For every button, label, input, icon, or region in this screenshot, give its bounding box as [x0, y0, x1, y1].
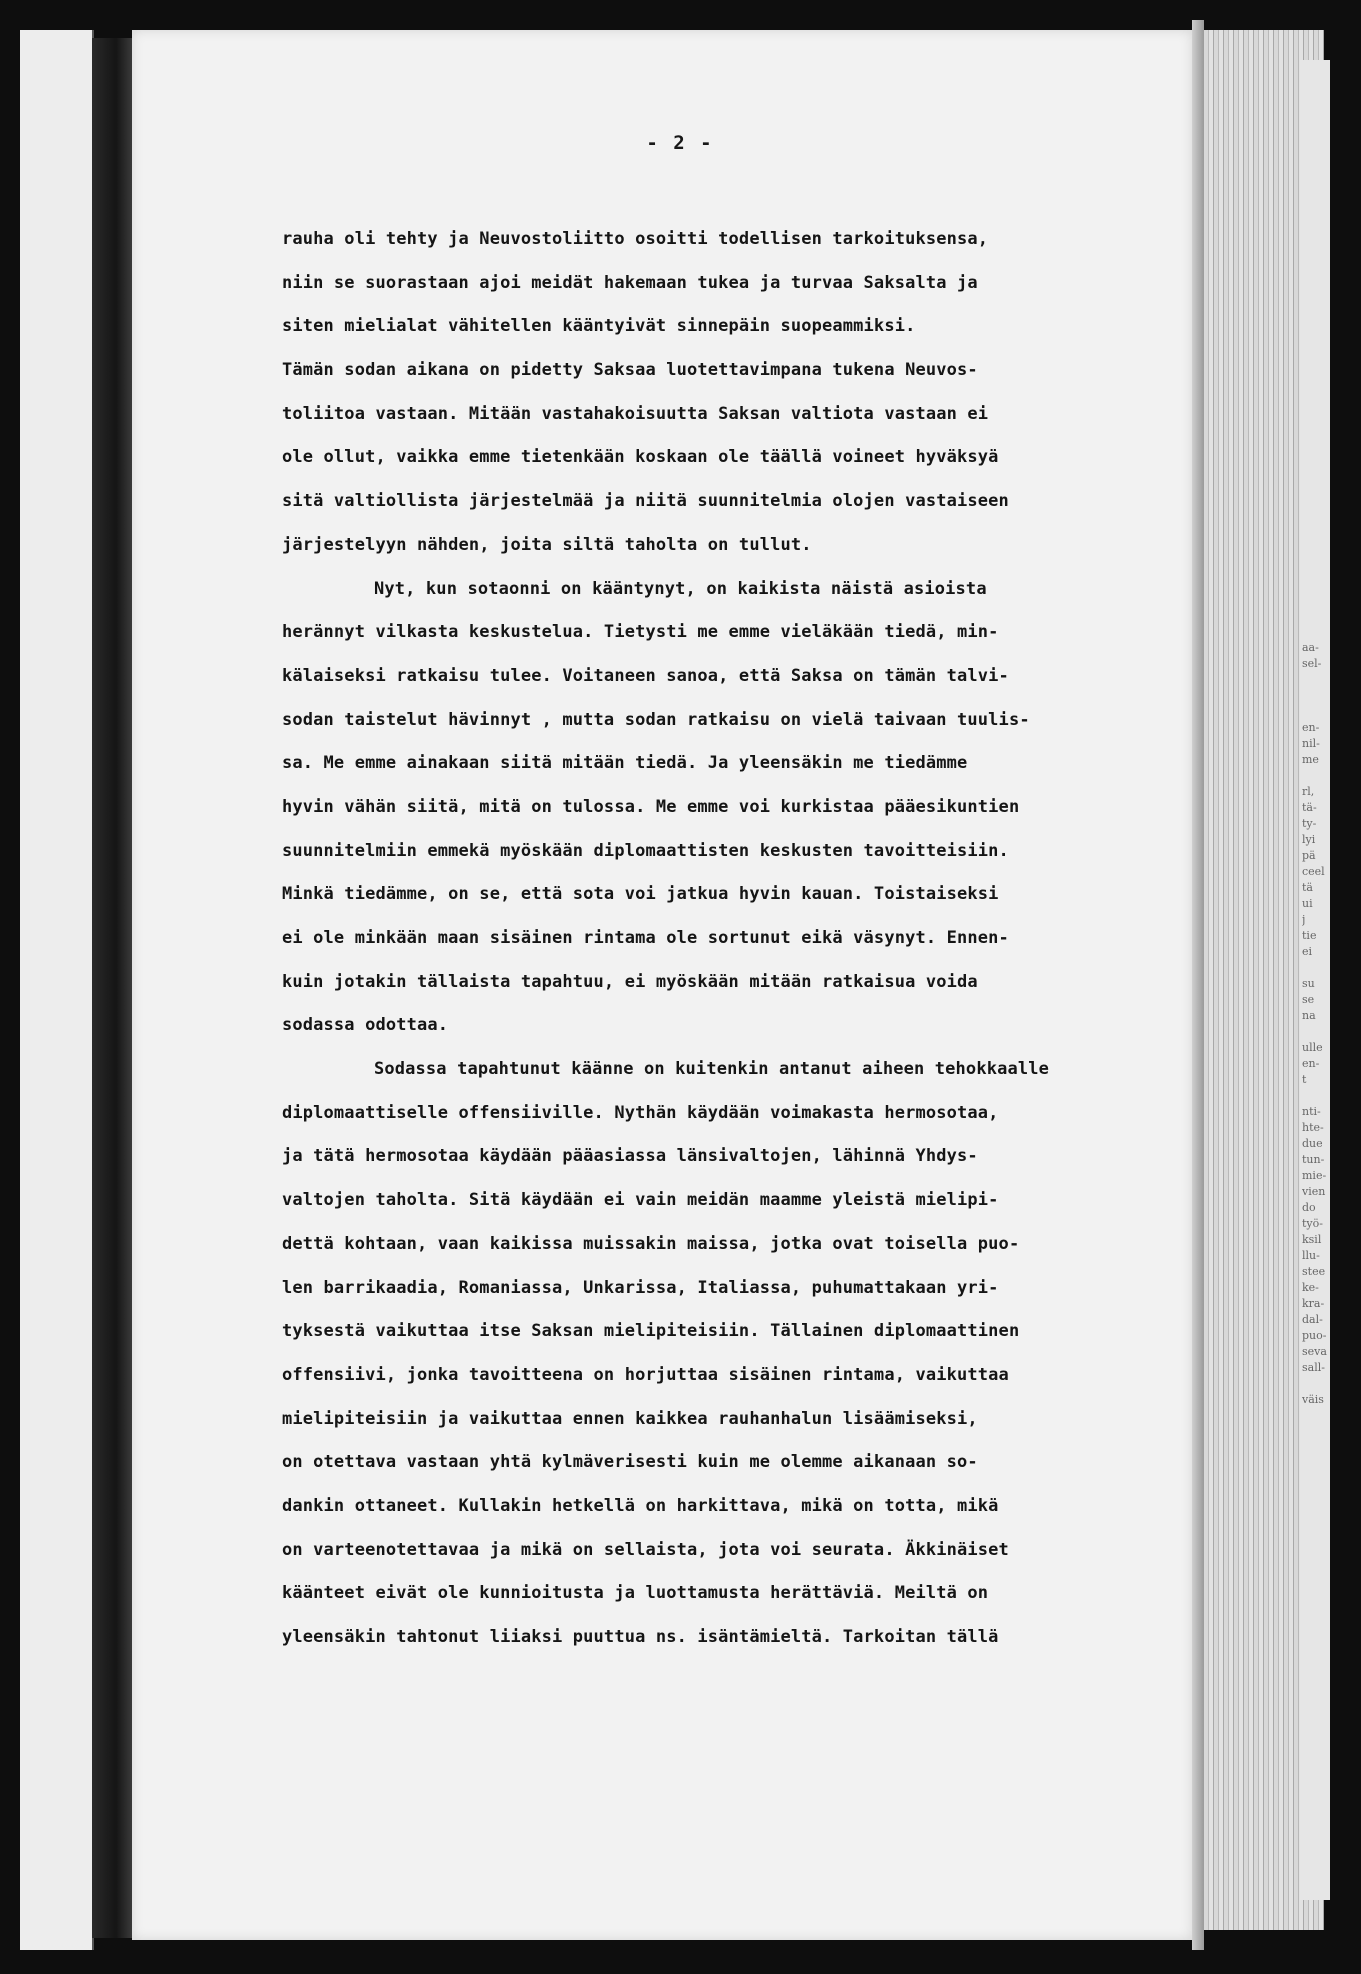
text-line: sitä valtiollista järjestelmää ja niitä suunnitelmia olojen vastaiseen — [282, 491, 1009, 512]
page-number: - 2 - — [646, 132, 714, 154]
text-line: hyvin vähän siitä, mitä on tulossa. Me emme voi kurkistaa pääesikuntien — [282, 796, 1020, 817]
text-line: ole ollut, vaikka emme tietenkään koskaan ole täällä voineet hyväksyä — [282, 447, 999, 468]
text-line: len barrikaadia, Romaniassa, Unkarissa, Italiassa, puhumattakaan yri- — [282, 1277, 999, 1298]
text-line: järjestelyyn nähden, joita siltä taholta on tullut. — [282, 534, 812, 555]
text-line: herännyt vilkasta keskustelua. Tietysti me emme vieläkään tiedä, min- — [282, 622, 999, 643]
text-line: toliitoa vastaan. Mitään vastahakoisuutta Saksan valtiota vastaan ei — [282, 403, 989, 424]
text-line: Tämän sodan aikana on pidetty Saksaa luotettavimpana tukena Neuvos- — [282, 360, 978, 381]
text-line: niin se suorastaan ajoi meidät hakemaan tukea ja turvaa Saksalta ja — [282, 272, 978, 293]
text-line: on otettava vastaan yhtä kylmäverisesti kuin me olemme aikanaan so- — [282, 1452, 978, 1473]
text-line: Sodassa tapahtunut käänne on kuitenkin antanut aiheen tehokkaalle — [374, 1059, 1050, 1080]
text-line: Nyt, kun sotaonni on kääntynyt, on kaikista näistä asioista — [374, 578, 987, 599]
page-edge-shadow — [1192, 20, 1204, 1950]
text-line: kuin jotakin tällaista tapahtuu, ei myöskään mitään ratkaisua voida — [282, 971, 978, 992]
text-line: dettä kohtaan, vaan kaikissa muissakin maissa, jotka ovat toisella puo- — [282, 1233, 1020, 1254]
previous-page-edge — [20, 30, 94, 1950]
text-line: diplomaattiselle offensiiville. Nythän käydään voimakasta hermosotaa, — [282, 1102, 999, 1123]
text-line: ei ole minkään maan sisäinen rintama ole sortunut eikä väsynyt. Ennen- — [282, 928, 1009, 948]
text-line: dankin ottaneet. Kullakin hetkellä on harkittava, mikä on totta, mikä — [282, 1495, 999, 1516]
text-line: rauha oli tehty ja Neuvostoliitto osoitti todellisen tarkoituksensa, — [282, 229, 989, 249]
text-line: mielipiteisiin ja vaikuttaa ennen kaikkea rauhanhalun lisäämiseksi, — [282, 1408, 978, 1429]
text-line: ja tätä hermosotaa käydään pääasiassa länsivaltojen, lähinnä Yhdys- — [282, 1146, 978, 1167]
book-gutter — [92, 38, 132, 1938]
text-line: siten mielialat vähitellen kääntyivät sinnepäin suopeammiksi. — [282, 316, 916, 337]
text-line: offensiivi, jonka tavoitteena on horjuttaa sisäinen rintama, vaikuttaa — [282, 1364, 1009, 1385]
text-line: kälaiseksi ratkaisu tulee. Voitaneen sanoa, että Saksa on tämän talvi- — [282, 665, 1009, 686]
next-page-edge-text: aa- sel- en- nil- me rl, tä- ty- lyi pä ceel tä ui j tie ei su se na ulle en- t nti- hte- due tun- mie- vien do työ- ksil llu- stee ke- kra- dal- puo- seva sall- väis — [1302, 641, 1327, 1406]
text-line: valtojen taholta. Sitä käydään ei vain meidän maamme yleistä mielipi- — [282, 1190, 999, 1211]
text-line: Minkä tiedämme, on se, että sota voi jatkua hyvin kauan. Toistaiseksi — [282, 884, 999, 905]
text-line: yleensäkin tahtonut liiaksi puuttua ns. isäntämieltä. Tarkoitan tällä — [282, 1627, 999, 1647]
text-line: sa. Me emme ainakaan siitä mitään tiedä. Ja yleensäkin me tiedämme — [282, 753, 968, 774]
text-line: käänteet eivät ole kunnioitusta ja luottamusta herättäviä. Meiltä on — [282, 1583, 989, 1604]
text-line: sodassa odottaa. — [282, 1015, 449, 1036]
text-line: suunnitelmiin emmekä myöskään diplomaattisten keskusten tavoitteisiin. — [282, 840, 1009, 861]
text-line: on varteenotettavaa ja mikä on sellaista, jota voi seurata. Äkkinäiset — [282, 1539, 1009, 1560]
body-text — [282, 218, 1182, 1660]
text-line: tyksestä vaikuttaa itse Saksan mielipiteisiin. Tällainen diplomaattinen — [282, 1321, 1020, 1342]
text-line: sodan taistelut hävinnyt , mutta sodan ratkaisu on vielä taivaan tuulis- — [282, 709, 1030, 730]
